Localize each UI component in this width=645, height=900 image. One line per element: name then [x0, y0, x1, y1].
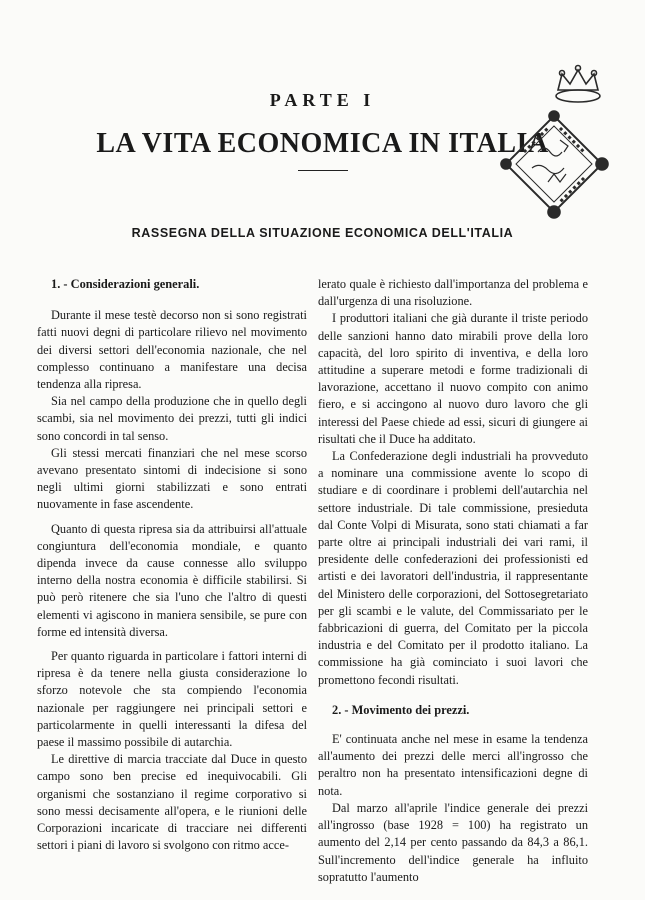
paragraph: Sia nel campo della produzione che in quello degli scambi, sia nel movimento dei prezzi, tutti gli indici sono concordi in tal senso.: [37, 394, 307, 443]
part-label: PARTE I: [269, 90, 376, 110]
page-title: LA VITA ECONOMICA IN ITALIA: [96, 128, 549, 159]
paragraph: Dal marzo all'aprile l'indice generale dei prezzi all'ingrosso (base 1928 = 100) ha registrato un aumento del 2,14 per cento passando da 84,3 a 86,1. Sull'incremento dell'indice generale ha influito sopratutto l'aumento: [318, 800, 588, 884]
title-divider: [298, 170, 348, 171]
right-column: [318, 276, 588, 886]
paragraph: Quanto di questa ripresa sia da attribuirsi all'attuale congiuntura dell'economia mondiale, e quanto dipenda invece da cause connesse allo sviluppo interno della nostra economia è difficile stabilirsi. Si può però ritenere che sia l'uno che l'altro di questi elementi vi agiscono in maniera sensibile, se pure con forme ed intensità diversa.: [37, 521, 307, 639]
paragraph: La Confederazione degli industriali ha provveduto a nominare una commissione avente lo scopo di studiare e di coordinare i problemi dell'autarchia nel settore industriale. Di tale commissione, presieduta dal Conte Volpi di Misurata, sono stati chiamati a far parte oltre ai principali industriali dei vari rami, il presidente delle confederazioni dei professionisti ed artisti e dei lavoratori dell'industria, il rappresentante del Ministero delle corporazioni, del Sottosegretariato per gli scambi e le valute, del Commissariato per le fabbricazioni di guerra, del Comitato per la piccola industria e del Comitato per il prodotto italiano. La commissione ha già cominciato i suoi lavori che promettono fecondi risultati.: [318, 449, 588, 687]
paragraph: Gli stessi mercati finanziari che nel mese scorso avevano presentato sintomi di indecisione si sono negli ultimi giorni stabilizzati e sono entrati nuovamente in fase ascendente.: [37, 445, 307, 512]
paragraph: E' continuata anche nel mese in esame la tendenza all'aumento dei prezzi delle merci all'ingrosso che peraltro non ha presentato intensificazioni degne di nota.: [318, 732, 588, 798]
paragraph: I produttori italiani che già durante il triste periodo delle sanzioni hanno dato mirabili prove della loro capacità, del loro spirito di inventiva, e della loro attitudine a superare metodi e forme tradizionali di lavorazione, accettano il nuovo compito con animo fiero, e si accingono al nuovo duro lavoro che gli interessi del Paese chiede ad essi, sicuri di giungere ai risultati che il Duce ha additato.: [318, 311, 588, 446]
paragraph: Le direttive di marcia tracciate dal Duce in questo campo sono ben precise ed inequivocabili. Gli organismi che sostanziano il regime corporativo si sono messi decisamente all'opera, e le riunioni delle Corporazioni incaricate di tracciare nei differenti settori i piani di lavoro si svolgono con ritmo acce-: [37, 752, 307, 853]
subsection-heading: 2. - Movimento dei prezzi.: [332, 702, 470, 717]
left-column: [37, 276, 307, 855]
subsection-heading: 1. - Considerazioni generali.: [51, 277, 200, 291]
section-heading: RASSEGNA DELLA SITUAZIONE ECONOMICA DELL'ITALIA: [131, 226, 514, 240]
paragraph: Durante il mese testè decorso non si sono registrati fatti nuovi degni di particolare rilievo nel movimento dei diversi settori dell'economia nazionale, che nel complesso continuano a manifestare una decisa tendenza alla ripresa.: [37, 308, 307, 392]
paragraph-continuation: lerato quale è richiesto dall'importanza del problema e dall'urgenza di una risoluzione.: [318, 277, 588, 309]
library-stamp-icon: [498, 56, 628, 221]
paragraph: Per quanto riguarda in particolare i fattori interni di ripresa è da tenere nella giusta considerazione lo sforzo notevole che sta compiendo l'economia nazionale per raggiungere nei principali settori e particolarmente in quelli interessanti la difesa del paese il massimo possibile di autarchia.: [37, 649, 307, 750]
